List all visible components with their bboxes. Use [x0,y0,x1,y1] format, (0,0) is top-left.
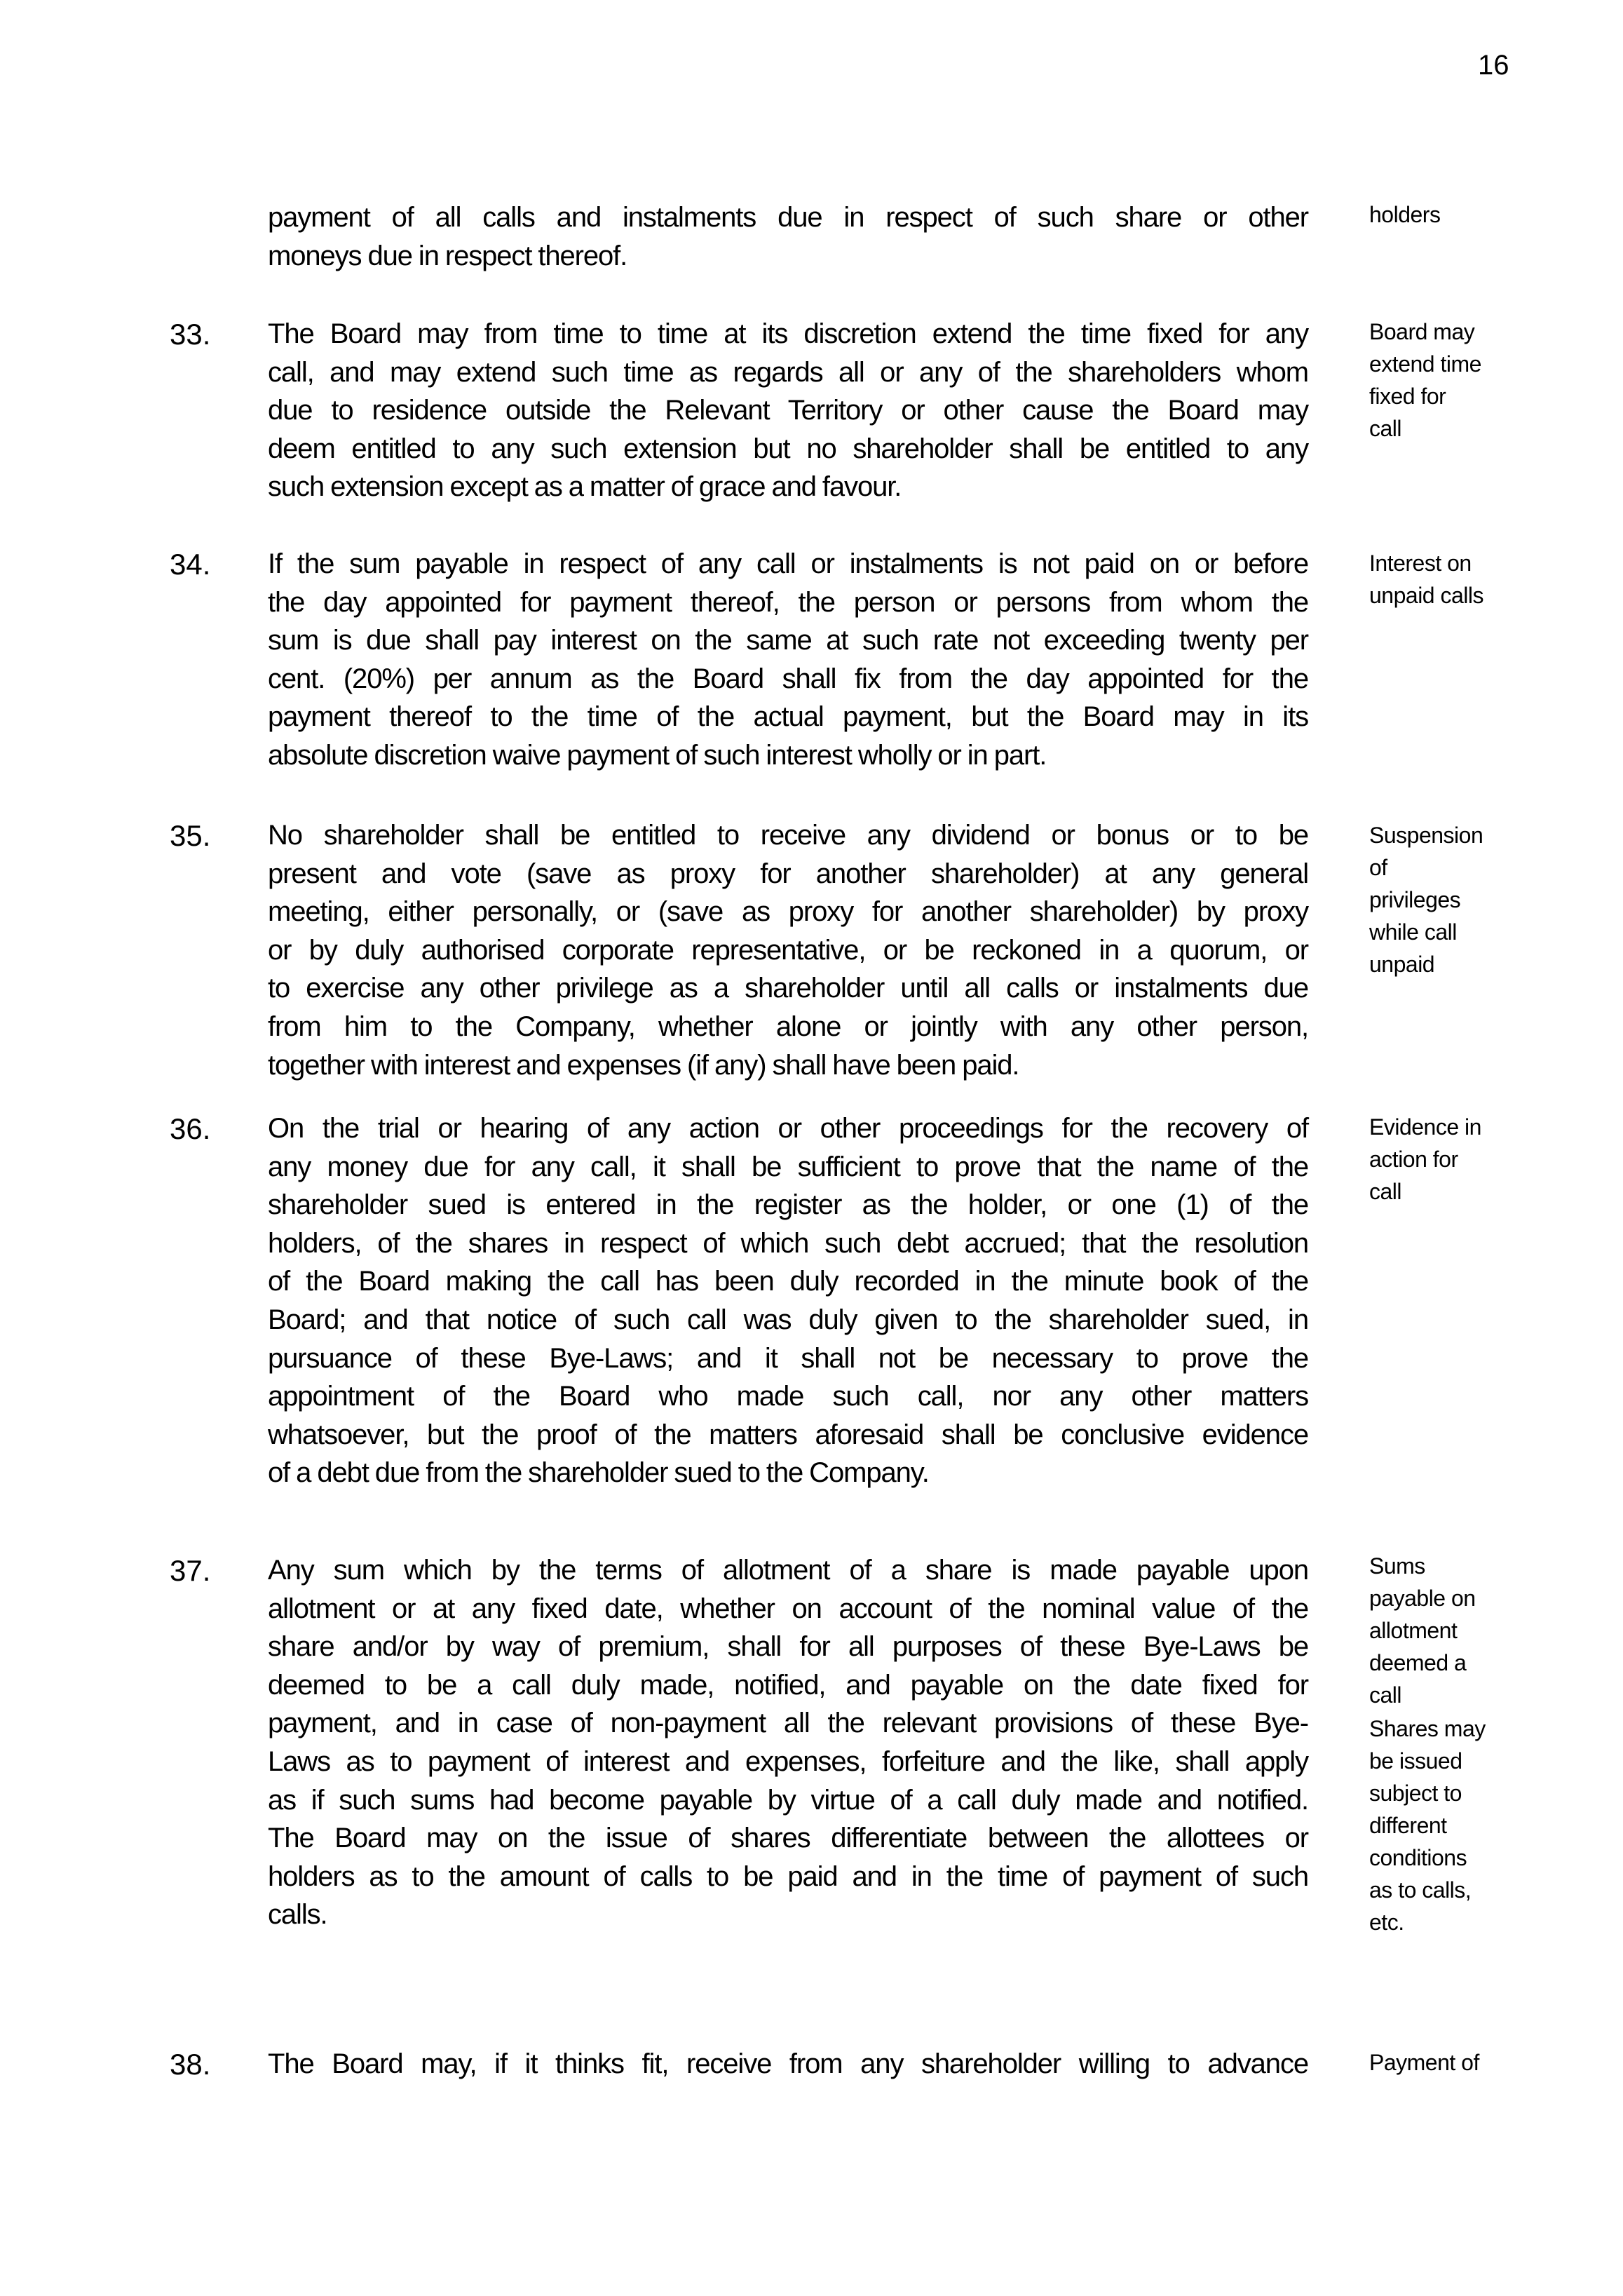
text-line: share and/or by way of premium, shall for all purposes of these Bye-Laws be [268,1631,1308,1663]
text-line: sum is due shall pay interest on the same at such rate not exceeding twenty per [268,625,1308,656]
clause-body [268,816,1308,1084]
text-line: of the Board making the call has been duly recorded in the minute book of the [268,1266,1308,1297]
clause-body [268,198,1308,275]
text-line: holders as to the amount of calls to be paid and in the time of payment of such [268,1861,1308,1892]
text-line: Laws as to payment of interest and expenses, forfeiture and the like, shall apply [268,1745,1308,1777]
text-line: The Board may on the issue of shares differentiate between the allottees or [268,1823,1308,1854]
margin-note-34: Interest on unpaid calls [1369,551,1483,608]
text-line: payment of all calls and instalments due in respect of such share or other [268,202,1308,233]
text-line: to exercise any other privilege as a shareholder until all calls or instalments due [268,973,1308,1004]
text-line: The Board may, if it thinks fit, receive from any shareholder willing to advance [268,2048,1308,2079]
text-line: Board; and that notice of such call was duly given to the shareholder sued, in [268,1304,1308,1335]
text-line: cent. (20%) per annum as the Board shall fix from the day appointed for the [268,663,1308,694]
clause-body [268,1551,1308,1934]
text-line: Any sum which by the terms of allotment of a share is made payable upon [268,1555,1308,1586]
text-line: or by duly authorised corporate representative, or be reckoned in a quorum, or [268,934,1308,966]
text-line: such extension except as a matter of grace and favour. [268,471,902,503]
clause-body [268,315,1308,506]
text-line: calls. [268,1899,327,1931]
page-number: 16 [1478,50,1509,81]
clause-number: 37. [170,1554,211,1587]
text-line: pursuance of these Bye-Laws; and it shall not be necessary to prove the [268,1342,1308,1374]
clause-number: 33. [170,318,211,351]
text-line: moneys due in respect thereof. [268,240,627,271]
clause-number: 35. [170,819,211,852]
text-line: deem entitled to any such extension but no shareholder shall be entitled to any [268,433,1308,464]
margin-note-35: Suspension of privileges while call unpaid [1369,823,1483,977]
text-line: due to residence outside the Relevant Territory or other cause the Board may [268,395,1308,426]
margin-note-37: Sums payable on allotment deemed a call [1369,1553,1476,1708]
text-line: No shareholder shall be entitled to receive any dividend or bonus or to be [268,820,1308,851]
clause-number: 36. [170,1112,211,1145]
text-line: as if such sums had become payable by virtue of a call duly made and notified. [268,1784,1308,1816]
text-line: meeting, either personally, or (save as proxy for another shareholder) by proxy [268,896,1308,928]
clause-number: 38. [170,2048,211,2081]
text-line: The Board may from time to time at its discretion extend the time fixed for any [268,318,1308,349]
margin-note-38: Payment of [1369,2050,1479,2075]
text-line: of a debt due from the shareholder sued to the Company. [268,1457,929,1489]
text-line: any money due for any call, it shall be sufficient to prove that the name of the [268,1151,1308,1182]
text-line: deemed to be a call duly made, notified, and payable on the date fixed for [268,1669,1308,1701]
clause-number: 34. [170,548,211,581]
margin-note-33: Board may extend time fixed for call [1369,319,1481,441]
text-line: shareholder sued is entered in the register as the holder, or one (1) of the [268,1189,1308,1221]
text-line: absolute discretion waive payment of such interest wholly or in part. [268,739,1047,771]
text-line: appointment of the Board who made such call, nor any other matters [268,1381,1308,1412]
clause-body [268,2045,1308,2084]
text-line: On the trial or hearing of any action or other proceedings for the recovery of [268,1113,1308,1144]
margin-note-37-shares: Shares may be issued subject to different conditions as to calls, etc. [1369,1716,1486,1935]
clause-body [268,1109,1308,1492]
text-line: If the sum payable in respect of any call or instalments is not paid on or before [268,548,1308,579]
margin-note-holders: holders [1369,202,1441,227]
text-line: allotment or at any fixed date, whether on account of the nominal value of the [268,1593,1308,1624]
margin-note-36: Evidence in action for call [1369,1114,1481,1204]
text-line: from him to the Company, whether alone or jointly with any other person, [268,1011,1308,1042]
clause-body [268,545,1308,775]
text-line: holders, of the shares in respect of which such debt accrued; that the resolution [268,1227,1308,1259]
text-line: whatsoever, but the proof of the matters aforesaid shall be conclusive evidence [268,1419,1308,1450]
text-line: payment thereof to the time of the actual payment, but the Board may in its [268,701,1308,733]
text-line: the day appointed for payment thereof, the person or persons from whom the [268,586,1308,618]
text-line: together with interest and expenses (if any) shall have been paid. [268,1049,1019,1081]
text-line: payment, and in case of non-payment all the relevant provisions of these Bye- [268,1708,1308,1739]
text-line: present and vote (save as proxy for another shareholder) at any general [268,858,1308,889]
text-line: call, and may extend such time as regards all or any of the shareholders whom [268,356,1308,388]
